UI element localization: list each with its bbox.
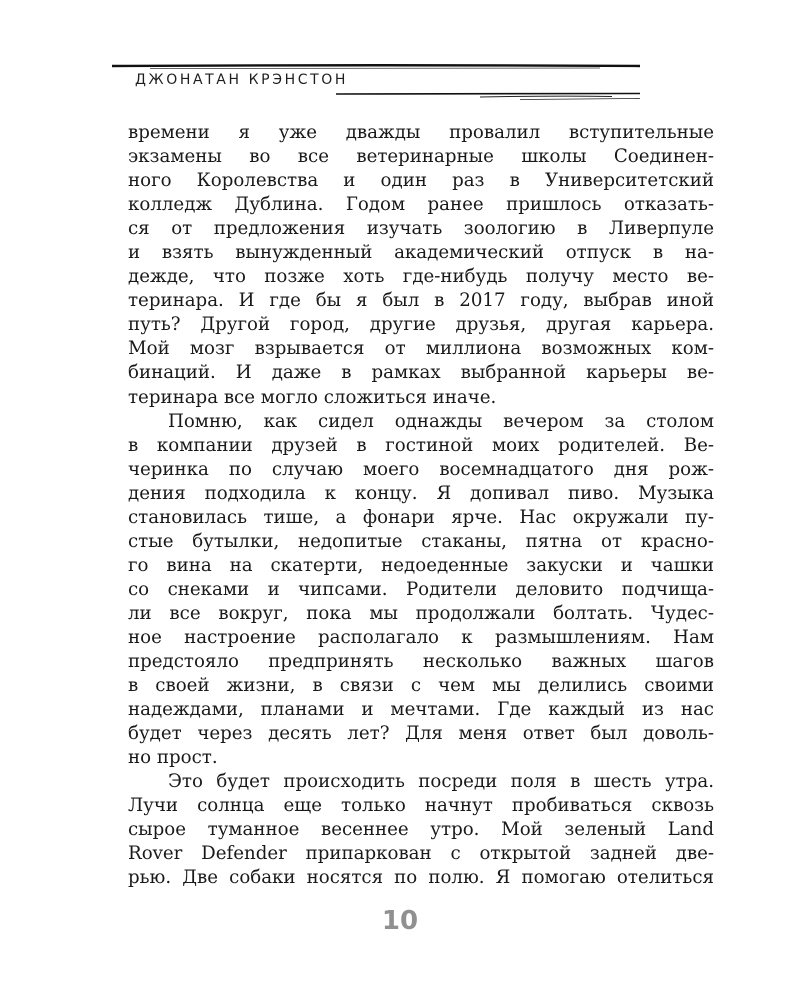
text-line: времени я уже дважды провалил вступительные: [128, 122, 714, 143]
text-line: но прост.: [128, 747, 218, 769]
text-line: ли все вокруг, пока мы продолжали болтать. Чудес-: [128, 602, 714, 624]
text-line: теринара. И где бы я был в 2017 году, выбрав иной: [128, 290, 714, 312]
text-line: Помню, как сидел однажды вечером за столом: [168, 410, 714, 432]
text-line: со снеками и чипсами. Родители деловито подчища-: [128, 578, 714, 600]
text-line: будет через десять лет? Для меня ответ был доволь-: [128, 723, 714, 745]
text-line: дения подходила к концу. Я допивал пиво. Музыка: [128, 482, 714, 504]
header-rule: [0, 0, 800, 110]
text-line: рью. Две собаки носятся по полю. Я помогаю отелиться: [128, 867, 714, 889]
text-line: в своей жизни, в связи с чем мы делились своими: [128, 675, 714, 697]
body-text: [128, 121, 714, 891]
text-line: в компании друзей в гостиной моих родителей. Ве-: [128, 434, 714, 456]
running-header-author: ДЖОНАТАН КРЭНСТОН: [135, 72, 349, 88]
text-line: черинка по случаю моего восемнадцатого дня рож-: [128, 458, 714, 480]
text-line: Мой мозг взрывается от миллиона возможных ком-: [128, 338, 714, 360]
text-line: Rover Defender припаркован с открытой задней две-: [128, 843, 714, 865]
text-line: ное настроение располагало к размышлениям. Нам: [128, 626, 714, 648]
text-line: стые бутылки, недопитые стаканы, пятна от красно-: [128, 530, 714, 552]
text-line: становилась тише, а фонари ярче. Нас окружали пу-: [128, 506, 714, 528]
text-line: Лучи солнца еще только начнут пробиваться сквозь: [128, 795, 714, 817]
text-line: теринара все могло сложиться иначе.: [128, 386, 497, 408]
text-line: ся от предложения изучать зоологию в Ливерпуле: [128, 218, 714, 240]
text-line: предстояло предпринять несколько важных шагов: [128, 651, 714, 673]
text-line: надеждами, планами и мечтами. Где каждый из нас: [128, 699, 714, 721]
text-line: экзамены во все ветеринарные школы Соединен-: [128, 146, 714, 168]
text-line: колледж Дублина. Годом ранее пришлось отказать-: [128, 194, 714, 216]
text-line: дежде, что позже хоть где-нибудь получу место ве-: [128, 266, 714, 288]
text-line: ного Королевства и один раз в Университетский: [128, 170, 714, 192]
text-line: бинаций. И даже в рамках выбранной карьеры ве-: [128, 362, 714, 384]
text-line: путь? Другой город, другие друзья, другая карьера.: [128, 314, 714, 336]
text-line: Это будет происходить посреди поля в шесть утра.: [168, 771, 714, 793]
text-line: го вина на скатерти, недоеденные закуски и чашки: [128, 554, 714, 576]
page-number: 10: [381, 906, 419, 936]
text-line: и взять вынужденный академический отпуск в на-: [128, 242, 714, 264]
text-line: сырое туманное весеннее утро. Мой зеленый Land: [128, 819, 714, 841]
